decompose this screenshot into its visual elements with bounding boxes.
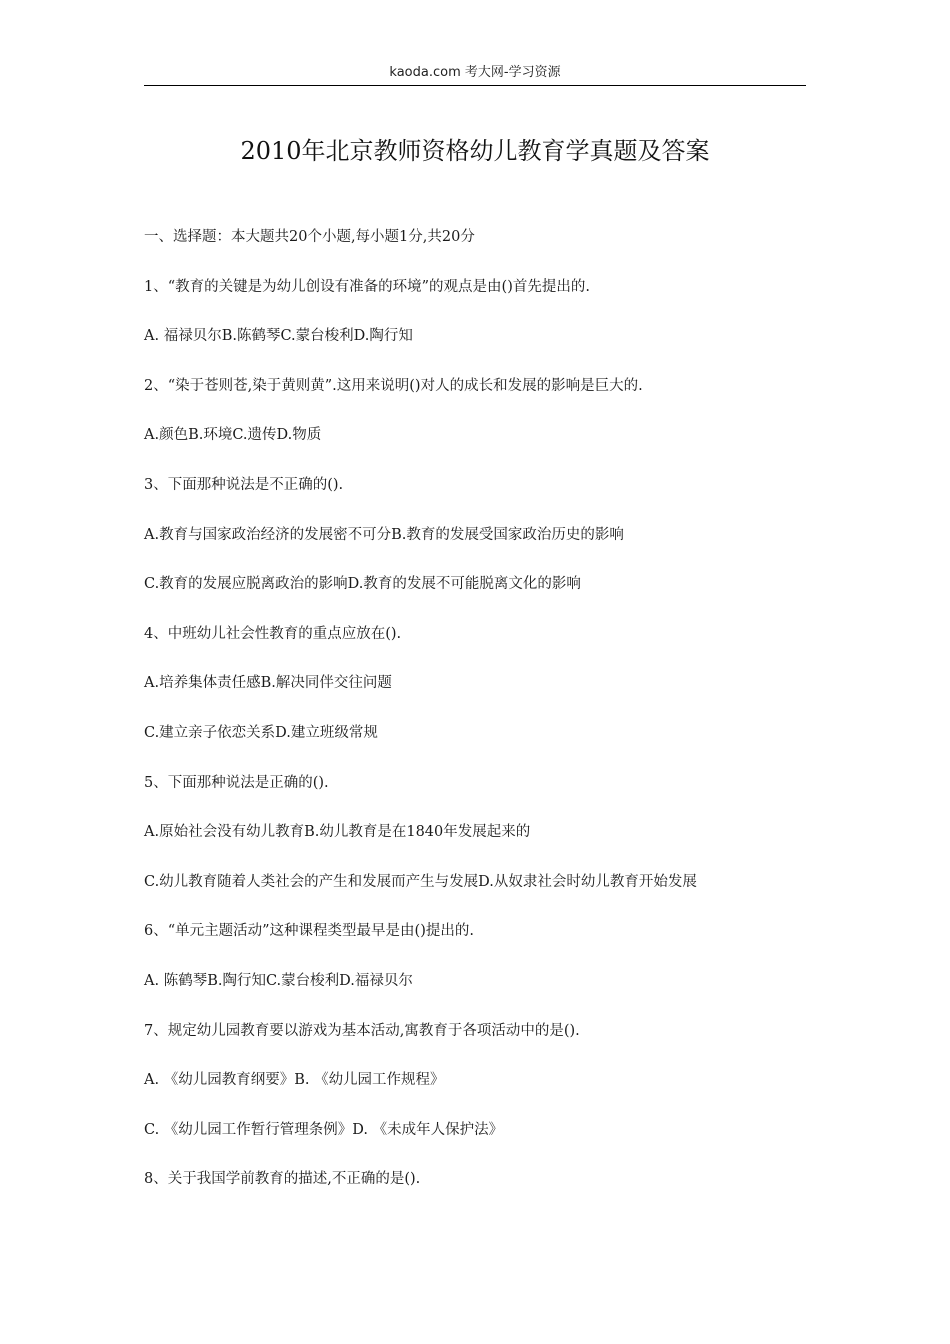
- page-header: kaoda.com 考大网-学习资源: [389, 65, 561, 80]
- question-6-options: A. 陈鹤琴B.陶行知C.蒙台梭利D.福禄贝尔: [144, 972, 413, 989]
- question-5-options-ab: A.原始社会没有幼儿教育B.幼儿教育是在1840年发展起来的: [144, 824, 531, 841]
- question-7: 7、规定幼儿园教育要以游戏为基本活动,寓教育于各项活动中的是().: [144, 1022, 580, 1039]
- question-5: 5、下面那种说法是正确的().: [144, 774, 329, 791]
- question-4: 4、中班幼儿社会性教育的重点应放在().: [144, 625, 402, 642]
- question-5-options-cd: C.幼儿教育随着人类社会的产生和发展而产生与发展D.从奴隶社会时幼儿教育开始发展: [144, 873, 697, 890]
- question-1-options: A. 福禄贝尔B.陈鹤琴C.蒙台梭利D.陶行知: [144, 328, 413, 345]
- question-2-options: A.颜色B.环境C.遗传D.物质: [144, 427, 322, 444]
- document-title: 2010年北京教师资格幼儿教育学真题及答案: [240, 137, 710, 165]
- question-4-options-ab: A.培养集体责任感B.解决同伴交往问题: [144, 675, 392, 692]
- question-7-options-cd: C. 《幼儿园工作暂行管理条例》D. 《未成年人保护法》: [144, 1121, 504, 1138]
- question-4-options-cd: C.建立亲子依恋关系D.建立班级常规: [144, 724, 378, 741]
- section-heading: 一、选择题：本大题共20个小题,每小题1分,共20分: [144, 229, 475, 245]
- question-list: [144, 226, 806, 1218]
- question-7-options-ab: A. 《幼儿园教育纲要》B. 《幼儿园工作规程》: [144, 1072, 445, 1089]
- question-1: 1、“教育的关键是为幼儿创设有准备的环境”的观点是由()首先提出的.: [144, 278, 590, 295]
- question-6: 6、“单元主题活动”这种课程类型最早是由()提出的.: [144, 923, 474, 940]
- header-divider: [144, 85, 806, 86]
- question-3-options-ab: A.教育与国家政治经济的发展密不可分B.教育的发展受国家政治历史的影响: [144, 526, 624, 543]
- question-3: 3、下面那种说法是不正确的().: [144, 476, 344, 493]
- question-8: 8、关于我国学前教育的描述,不正确的是().: [144, 1171, 421, 1188]
- question-2: 2、“染于苍则苍,染于黄则黄”.这用来说明()对人的成长和发展的影响是巨大的.: [144, 377, 643, 394]
- question-3-options-cd: C.教育的发展应脱离政治的影响D.教育的发展不可能脱离文化的影响: [144, 576, 581, 593]
